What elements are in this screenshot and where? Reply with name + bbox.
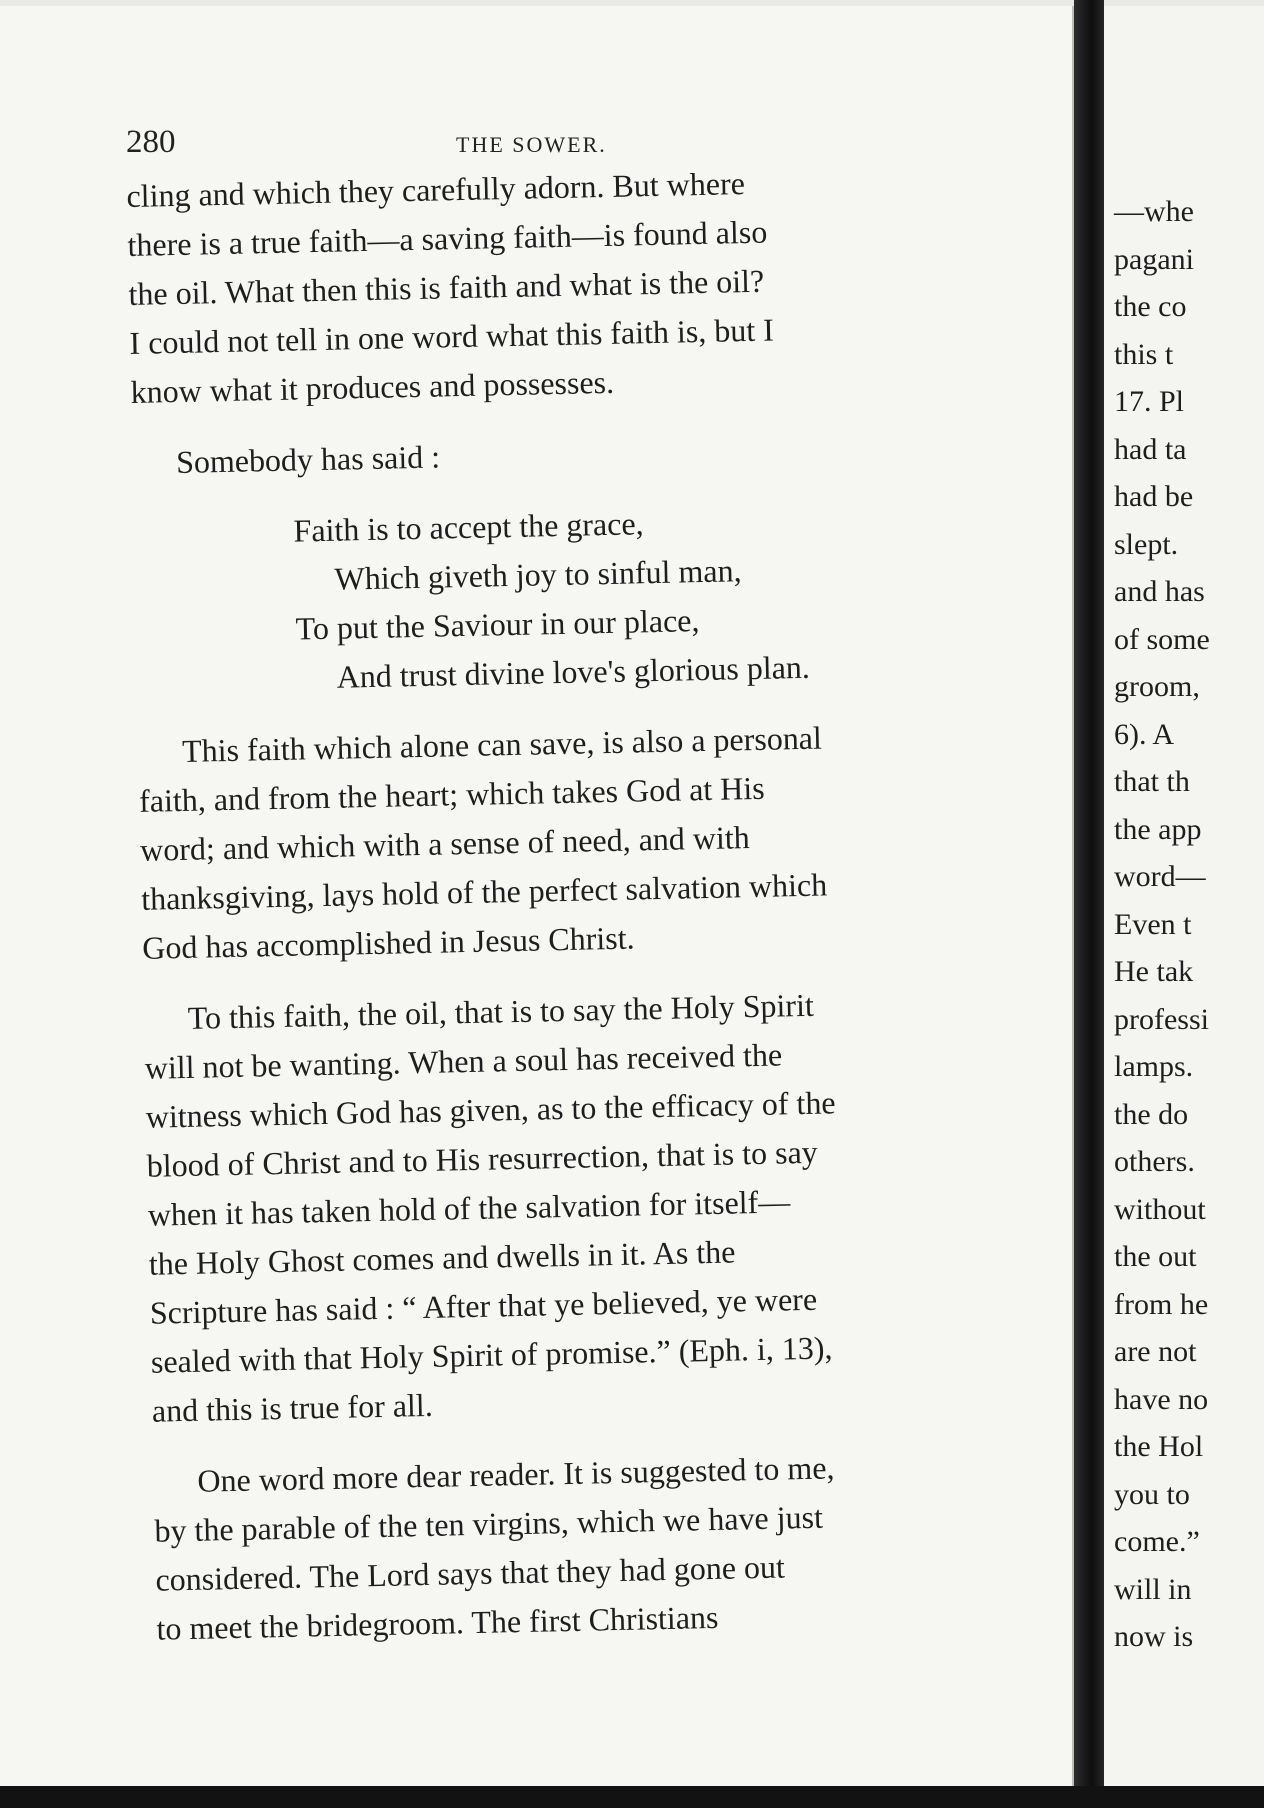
text-line: Scripture has said : “ After that ye believed, ye were	[149, 1280, 818, 1331]
text-line: you to	[1114, 1477, 1190, 1511]
right-page-text	[1114, 188, 1210, 1661]
text-line: cling and which they carefully adorn. But where	[126, 165, 746, 214]
text-line: the oil. What then this is faith and what is the oil?	[128, 262, 765, 312]
poem-intro	[132, 421, 993, 488]
text-line: of some	[1114, 622, 1210, 656]
text-line: I could not tell in one word what this faith is, but I	[129, 311, 775, 361]
text-line: when it has taken hold of the salvation for itself—	[147, 1183, 791, 1233]
poem-line: Faith is to accept the grace,	[293, 505, 644, 549]
text-line: the app	[1114, 812, 1202, 846]
scan-bottom-edge	[0, 1786, 1264, 1808]
text-line: that th	[1114, 765, 1190, 798]
text-line: faith, and from the heart; which takes God at His	[138, 769, 766, 819]
paragraph-1	[126, 154, 991, 417]
right-page	[1104, 6, 1264, 1786]
text-line: others.	[1114, 1145, 1195, 1178]
book-gutter	[1074, 0, 1104, 1808]
text-line: had ta	[1114, 432, 1187, 466]
poem-line: Which giveth joy to sinful man,	[334, 552, 742, 597]
paragraph-2	[138, 710, 1003, 973]
text-line: are not	[1114, 1335, 1197, 1368]
running-head: THE SOWER.	[456, 132, 607, 157]
paragraph-3	[143, 977, 1012, 1436]
text-line: without	[1114, 1192, 1206, 1226]
text-line: To this faith, the oil, that is to say the Holy Spirit	[187, 986, 815, 1036]
text-line: Somebody has said :	[175, 438, 441, 481]
text-line: sealed with that Holy Spirit of promise.” (Eph. i, 13),	[150, 1329, 833, 1380]
text-line: thanksgiving, lays hold of the perfect salvation which	[140, 866, 828, 917]
text-line: word; and which with a sense of need, and with	[139, 819, 751, 868]
text-line: and this is true for all.	[151, 1386, 434, 1429]
text-line: pagani	[1114, 242, 1194, 276]
text-line: and has	[1114, 575, 1205, 608]
text-line: God has accomplished in Jesus Christ.	[141, 919, 635, 966]
poem-line: To put the Saviour in our place,	[295, 602, 700, 647]
text-line: This faith which alone can save, is also a personal	[181, 719, 823, 769]
text-line: this t	[1114, 337, 1174, 371]
text-line: will in	[1114, 1572, 1192, 1606]
text-line: from he	[1114, 1287, 1209, 1321]
text-line: slept.	[1114, 527, 1179, 561]
text-line: come.”	[1114, 1525, 1200, 1558]
page-number: 280	[126, 124, 176, 160]
text-line: know what it produces and possesses.	[130, 363, 615, 410]
text-line: Even t	[1114, 907, 1192, 941]
text-line: word—	[1114, 860, 1206, 893]
text-line: blood of Christ and to His resurrection, that is to say	[146, 1133, 819, 1184]
text-line: the out	[1114, 1240, 1197, 1273]
text-line: witness which God has given, as to the efficacy of the	[145, 1084, 836, 1135]
poem-line: And trust divine love's glorious plan.	[336, 648, 811, 695]
text-line: had be	[1114, 480, 1194, 513]
text-line: the Holy Ghost comes and dwells in it. As the	[148, 1233, 736, 1282]
text-line: to meet the bridegroom. The first Christians	[156, 1598, 719, 1647]
text-line: the co	[1114, 290, 1187, 323]
text-line: the do	[1114, 1097, 1189, 1131]
text-line: groom,	[1114, 670, 1200, 703]
text-line: the Hol	[1114, 1430, 1204, 1463]
text-line: He tak	[1114, 955, 1194, 988]
text-line: lamps.	[1114, 1050, 1194, 1083]
text-line: One word more dear reader. It is suggested to me,	[197, 1449, 835, 1499]
body-text	[126, 154, 1017, 1676]
text-line: have no	[1114, 1382, 1209, 1416]
text-line: 17. Pl	[1114, 385, 1185, 418]
text-line: now is	[1114, 1620, 1194, 1653]
paragraph-4	[153, 1440, 1017, 1654]
text-line: by the parable of the ten virgins, which we have just	[154, 1498, 824, 1549]
text-line: 6). A	[1114, 717, 1174, 751]
text-line: professi	[1114, 1002, 1209, 1036]
poem	[133, 492, 997, 706]
text-line: will not be wanting. When a soul has received the	[144, 1036, 783, 1086]
text-line: there is a true faith—a saving faith—is found also	[127, 213, 768, 263]
text-line: considered. The Lord says that they had gone out	[155, 1548, 786, 1598]
text-line: —whe	[1114, 195, 1194, 228]
